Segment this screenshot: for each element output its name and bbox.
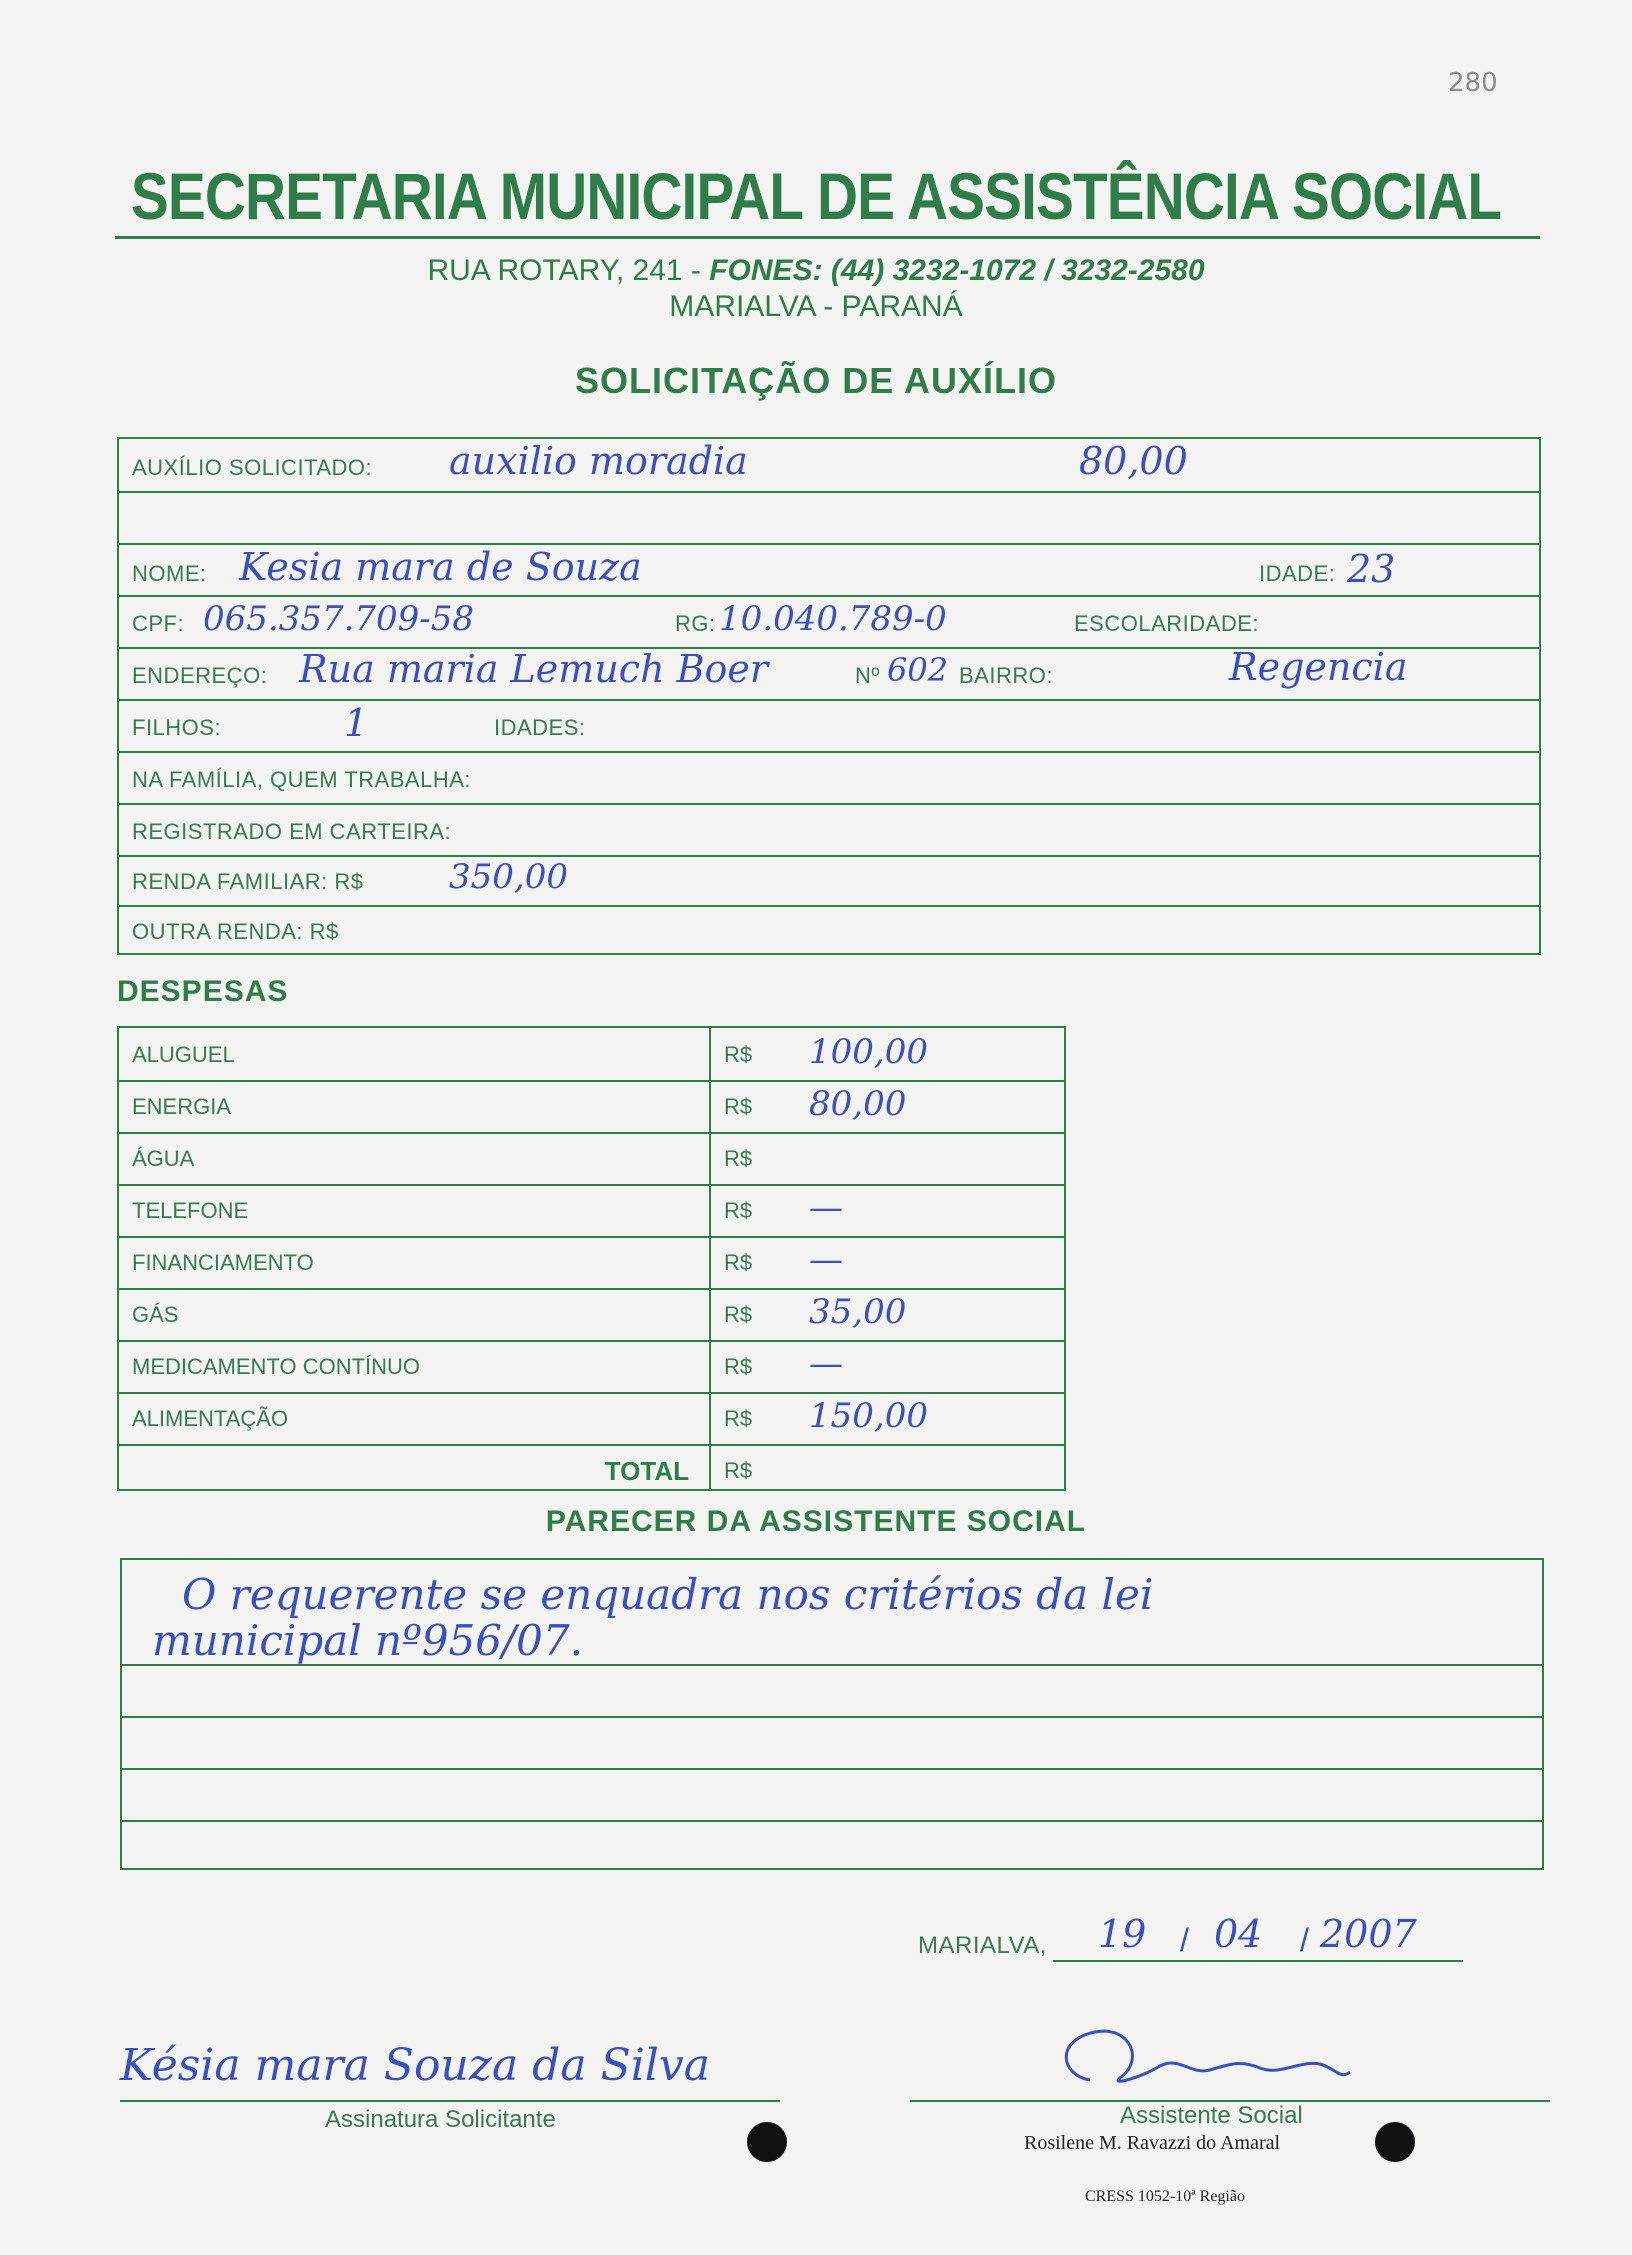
bairro-value: Regencia [1229,645,1408,689]
row-divider [119,1392,1064,1394]
date-month: 04 [1214,1912,1263,1956]
rg-label: RG: [675,611,716,636]
punch-hole [747,2122,787,2162]
nome-value: Kesia mara de Souza [239,545,642,589]
idade-value: 23 [1347,547,1396,591]
numero-label: Nº [855,663,880,688]
renda-label: RENDA FAMILIAR: R$ [132,869,364,894]
total-label: TOTAL [604,1456,689,1486]
registrado-label: REGISTRADO EM CARTEIRA: [132,819,452,844]
filhos-value: 1 [344,701,369,745]
form-title: SOLICITAÇÃO DE AUXÍLIO [574,360,1057,401]
quem-trabalha-label: NA FAMÍLIA, QUEM TRABALHA: [132,767,472,792]
row-divider [119,1236,1064,1238]
expense-label: FINANCIAMENTO [132,1250,314,1275]
applicant-info-box [117,437,1541,955]
expense-label: ÁGUA [132,1146,195,1171]
parecer-line-2: municipal nº956/07. [152,1616,583,1665]
expense-currency: R$ [724,1094,753,1119]
row-divider [122,1716,1542,1718]
expense-value: 80,00 [809,1084,907,1124]
assistente-stamp-name: Rosilene M. Ravazzi do Amaral [1024,2132,1281,2154]
expense-currency: R$ [724,1198,753,1223]
address-line-1 [0,254,1632,288]
row-divider [119,491,1539,493]
row-divider [122,1768,1542,1770]
expense-value: — [809,1240,843,1280]
auxilio-amount: 80,00 [1079,439,1188,483]
numero-value: 602 [887,651,949,689]
filhos-label: FILHOS: [132,715,222,740]
expense-label: GÁS [132,1302,179,1327]
auxilio-label: AUXÍLIO SOLICITADO: [132,455,373,480]
escolaridade-label: ESCOLARIDADE: [1074,611,1259,636]
date-year: 2007 [1320,1912,1417,1956]
signature-line [120,2100,780,2102]
endereco-label: ENDEREÇO: [132,663,268,688]
row-divider [119,699,1539,701]
address-phones: FONES: (44) 3232-1072 / 3232-2580 [709,254,1205,287]
cpf-label: CPF: [132,611,185,636]
date-block [918,1912,1546,1972]
row-divider [119,803,1539,805]
assistente-label: Assistente Social [1120,2102,1303,2129]
bairro-label: BAIRRO: [959,663,1053,688]
row-divider [119,905,1539,907]
row-divider [119,1444,1064,1446]
despesas-title: DESPESAS [117,975,289,1008]
expense-currency: R$ [724,1302,753,1327]
column-divider [709,1028,711,1489]
expense-currency: R$ [724,1042,753,1067]
page-number: 280 [1448,68,1498,98]
expense-currency: R$ [724,1250,753,1275]
auxilio-value: auxilio moradia [449,439,748,483]
idade-label: IDADE: [1259,561,1336,586]
parecer-box [120,1558,1544,1870]
row-divider [119,751,1539,753]
solicitante-label: Assinatura Solicitante [325,2106,556,2133]
city-label: MARIALVA, [918,1932,1047,1959]
parecer-line-1: O requerente se enquadra nos critérios da lei [182,1570,1154,1619]
address-street: RUA ROTARY, 241 - [427,254,710,287]
row-divider [119,1080,1064,1082]
expense-currency: R$ [724,1146,753,1171]
assistente-signature-mark [1050,2020,1360,2100]
cress-stamp: CRESS 1052-10ª Região [1085,2188,1245,2205]
punch-hole [1375,2122,1415,2162]
nome-label: NOME: [132,561,207,586]
expense-value: — [809,1188,843,1228]
renda-value: 350,00 [449,857,568,897]
row-divider [122,1820,1542,1822]
expense-value: 35,00 [809,1292,907,1332]
expense-label: ALUGUEL [132,1042,235,1067]
signature-assistente [910,2020,1550,2210]
expense-label: ALIMENTAÇÃO [132,1406,289,1431]
despesas-table [117,1026,1066,1491]
idades-label: IDADES: [494,715,586,740]
expense-value: 100,00 [809,1032,928,1072]
row-divider [119,855,1539,857]
row-divider [119,1288,1064,1290]
endereco-value: Rua maria Lemuch Boer [299,647,769,691]
address-line-2: MARIALVA - PARANÁ [669,290,963,323]
date-underline [1053,1960,1463,1962]
row-divider [119,1340,1064,1342]
date-separator: / [1180,1922,1189,1958]
date-separator: / [1300,1922,1309,1958]
expense-currency: R$ [724,1406,753,1431]
expense-value: 150,00 [809,1396,928,1436]
date-day: 19 [1098,1912,1147,1956]
expense-label: MEDICAMENTO CONTÍNUO [132,1354,421,1379]
expense-currency: R$ [724,1354,753,1379]
expense-value: — [809,1344,843,1384]
page-title: SECRETARIA MUNICIPAL DE ASSISTÊNCIA SOCIAL [130,159,1502,233]
row-divider [119,595,1539,597]
total-currency: R$ [724,1458,753,1483]
outra-renda-label: OUTRA RENDA: R$ [132,919,339,944]
rg-value: 10.040.789-0 [719,599,947,639]
solicitante-signature: Késia mara Souza da Silva [120,2040,710,2091]
row-divider [119,1184,1064,1186]
expense-label: ENERGIA [132,1094,232,1119]
parecer-title: PARECER DA ASSISTENTE SOCIAL [545,1505,1087,1538]
row-divider [119,1132,1064,1134]
signature-solicitante [120,2040,780,2140]
expense-label: TELEFONE [132,1198,249,1223]
title-underline [115,236,1540,239]
cpf-value: 065.357.709-58 [203,599,475,639]
